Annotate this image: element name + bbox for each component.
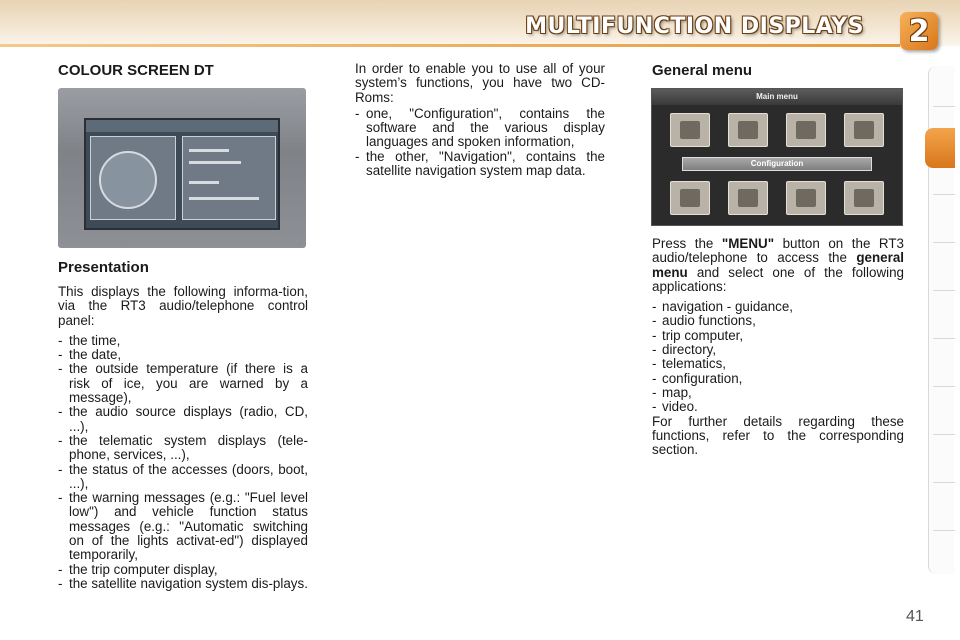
list-item: - audio functions,: [652, 314, 904, 328]
chapter-number: 2: [908, 13, 930, 49]
directory-icon: [844, 113, 884, 147]
list-item: - configuration,: [652, 372, 904, 386]
general-menu-label: general menu: [652, 250, 904, 280]
page-title: MULTIFUNCTION DISPLAYS: [525, 14, 864, 39]
instruction-text: button on the RT3 audio/telephone to access the: [652, 236, 904, 266]
colour-screen-photo: [58, 88, 306, 248]
screen-text-line: [189, 181, 219, 184]
cdrom-list: [355, 107, 605, 178]
chapter-tabs: [928, 66, 954, 574]
list-item: - one, "Configuration", contains the software and the various display languages and spoken information,: [355, 107, 605, 150]
compass-icon: [99, 151, 157, 209]
chapter-tab-divider: [933, 106, 955, 107]
map-icon: [786, 181, 826, 215]
chapter-tab-divider: [933, 530, 955, 531]
chapter-tab-divider: [933, 194, 955, 195]
list-item: - the satellite navigation system dis-plays.: [58, 577, 308, 591]
list-item: - the other, "Navigation", contains the satellite navigation system map data.: [355, 150, 605, 179]
trip-computer-icon: [786, 113, 826, 147]
list-item: - trip computer,: [652, 329, 904, 343]
screen-text-line: [189, 197, 259, 200]
list-item: - the warning messages (e.g.: "Fuel level low") and vehicle function status messages (e.g.: "Automatic switching on of the lights activat-ed") displayed temporarily,: [58, 491, 308, 562]
chapter-tab-divider: [933, 338, 955, 339]
list-item: - the time,: [58, 334, 308, 348]
chapter-tab-divider: [933, 386, 955, 387]
chapter-tab-divider: [933, 242, 955, 243]
general-menu-heading: General menu: [652, 62, 753, 79]
chapter-badge: [900, 12, 938, 50]
section-title: COLOUR SCREEN DT: [58, 62, 214, 79]
list-item: - the telematic system displays (tele-phone, services, ...),: [58, 434, 308, 463]
list-item: - navigation - guidance,: [652, 300, 904, 314]
menu-button-label: "MENU": [721, 236, 775, 251]
navigation-icon: [670, 113, 710, 147]
list-item: - the audio source displays (radio, CD, ...),: [58, 405, 308, 434]
applications-list: [652, 300, 904, 414]
menu-screen-highlight: Configuration: [682, 157, 872, 171]
right-column: [652, 237, 904, 457]
audio-icon: [728, 113, 768, 147]
list-item: - map,: [652, 386, 904, 400]
further-details: For further details regarding these functions, refer to the corresponding section.: [652, 413, 904, 458]
menu-screen-title: Main menu: [652, 89, 902, 105]
screen-status-bar: [86, 120, 278, 132]
chapter-tab-divider: [933, 482, 955, 483]
screen-panel-left: [90, 136, 176, 220]
header-rule: [0, 44, 900, 47]
middle-column: [355, 62, 605, 178]
list-item: - video.: [652, 400, 904, 414]
instruction-text: Press the: [652, 236, 722, 251]
instruction-text: and select one of the following applications:: [652, 264, 904, 294]
screen-text-line: [189, 149, 229, 152]
cdrom-intro: In order to enable you to use all of your system’s functions, you have two CD-Roms:: [355, 61, 605, 105]
list-item: - the date,: [58, 348, 308, 362]
configuration-icon: [728, 181, 768, 215]
list-item: - telematics,: [652, 357, 904, 371]
list-item: - the status of the accesses (doors, boot, ...),: [58, 463, 308, 492]
left-column-top: [58, 62, 308, 80]
video-icon: [844, 181, 884, 215]
screen-display: [84, 118, 280, 230]
right-column-top: [652, 62, 904, 80]
chapter-tab-divider: [933, 434, 955, 435]
menu-instructions: [652, 237, 904, 294]
list-item: - directory,: [652, 343, 904, 357]
screen-panel-right: [182, 136, 276, 220]
presentation-intro: This displays the following informa-tion, via the RT3 audio/telephone control panel:: [58, 284, 308, 328]
screen-text-line: [189, 161, 241, 164]
page-number: 41: [906, 608, 924, 625]
main-menu-photo: [651, 88, 903, 226]
display-items-list: [58, 334, 308, 591]
telematics-icon: [670, 181, 710, 215]
list-item: - the trip computer display,: [58, 563, 308, 577]
chapter-tab-active[interactable]: [925, 128, 955, 168]
left-column: [58, 259, 308, 591]
chapter-tab-divider: [933, 290, 955, 291]
list-item: - the outside temperature (if there is a risk of ice, you are warned by a message),: [58, 362, 308, 405]
presentation-heading: Presentation: [58, 259, 149, 276]
